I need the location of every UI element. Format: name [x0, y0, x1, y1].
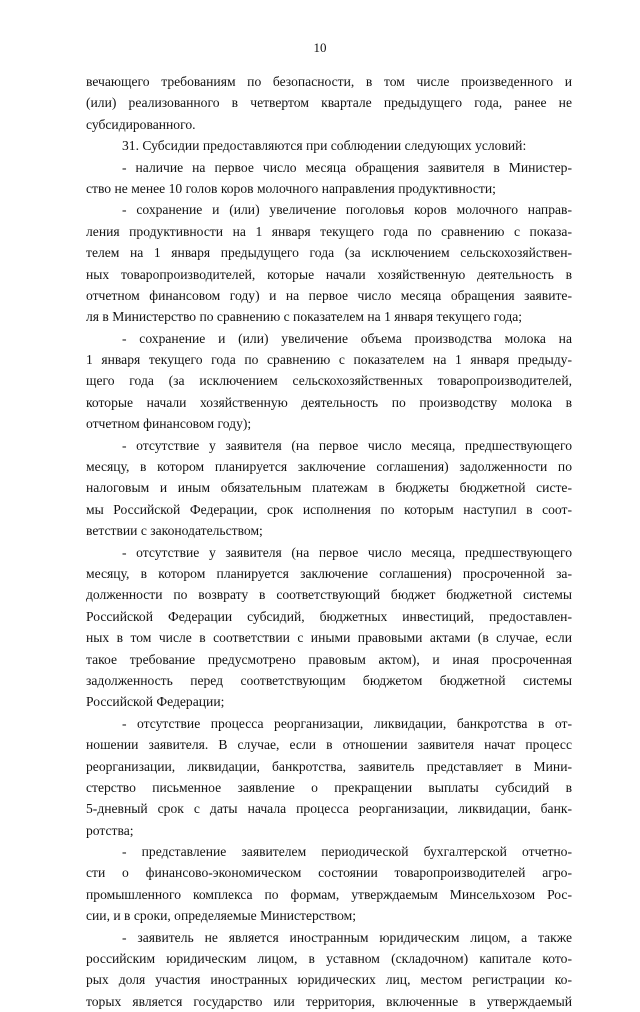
text-line: - представление заявителем периодической бухгалтерской отчетно- — [122, 844, 572, 860]
text-line: ных товаропроизводителей, которые начали хозяйственную деятельность в — [86, 266, 572, 282]
text-line: стерство письменное заявление о прекращении выплаты субсидий в — [86, 779, 572, 795]
text-line: ство не менее 10 голов коров молочного направления продуктивности; — [86, 180, 496, 196]
text-line: сти о финансово-экономическом состоянии товаропроизводителей агро- — [86, 865, 572, 881]
text-line: сии, и в сроки, определяемые Министерством; — [86, 908, 357, 924]
text-line: рых доля участия иностранных юридических лиц, местом регистрации ко- — [86, 972, 572, 988]
text-line: российским юридическим лицом, в уставном (складочном) капитале кото- — [86, 951, 572, 967]
text-line: вечающего требованиям по безопасности, в том числе произведенного и — [86, 74, 572, 89]
text-line: налоговым и иным обязательным платежам в бюджеты бюджетной систе- — [86, 480, 572, 496]
text-line: - заявитель не является иностранным юридическим лицом, а также — [122, 929, 572, 945]
text-line: ротства; — [86, 822, 134, 838]
text-line: Российской Федерации; — [86, 694, 225, 710]
text-line: субсидированного. — [86, 116, 196, 132]
text-line: месяцу, в котором планируется заключение соглашения) просроченной за- — [86, 565, 572, 581]
text-line: телем на 1 января предыдущего года (за исключением сельскохозяйствен- — [86, 245, 572, 261]
text-line: реорганизации, ликвидации, банкротства, заявитель представляет в Мини- — [86, 758, 572, 774]
text-line: промышленного комплекса по формам, утверждаемым Минсельхозом Рос- — [86, 886, 572, 902]
text-line: (или) реализованного в четвертом квартале предыдущего года, ранее не — [86, 95, 572, 111]
text-line: - сохранение и (или) увеличение поголовья коров молочного направ- — [122, 202, 572, 218]
text-line: ления продуктивности на 1 января текущего года по сравнению с показа- — [86, 223, 572, 239]
text-line: задолженность перед соответствующим бюджетом бюджетной системы — [86, 672, 572, 688]
text-line: 5-дневный срок с даты начала процесса реорганизации, ликвидации, банк- — [86, 801, 572, 817]
text-line: торых является государство или территория, включенные в утверждаемый — [86, 993, 572, 1009]
text-line: отчетном финансовом году) и на первое число месяца обращения заявите- — [86, 287, 572, 303]
text-line: - отсутствие у заявителя (на первое число месяца, предшествующего — [122, 544, 572, 560]
text-line: месяцу, в котором планируется заключение соглашения) задолженности по — [86, 459, 572, 475]
text-line: отчетном финансовом году); — [86, 416, 252, 432]
text-line: - сохранение и (или) увеличение объема производства молока на — [122, 330, 572, 346]
text-line: ных в том числе в соответствии с иными правовыми актами (в случае, если — [86, 630, 572, 646]
text-line: - отсутствие процесса реорганизации, ликвидации, банкротства в от- — [122, 715, 572, 731]
text-line: долженности по возврату в соответствующий бюджет бюджетной системы — [86, 587, 572, 603]
body-text — [86, 71, 572, 1012]
text-line: 1 января текущего года по сравнению с показателем на 1 января предыду- — [86, 352, 572, 368]
page-number: 10 — [313, 40, 327, 55]
text-line: мы Российской Федерации, срок исполнения по которым наступил в соот- — [86, 501, 572, 517]
text-line: такое требование предусмотрено правовым актом), и иная просроченная — [86, 651, 572, 667]
text-line: щего года (за исключением сельскохозяйственных товаропроизводителей, — [86, 373, 572, 389]
text-line: Российской Федерации субсидий, бюджетных инвестиций, предоставлен- — [86, 608, 572, 624]
text-line: ля в Министерство по сравнению с показателем на 1 января текущего года; — [86, 309, 523, 325]
text-line: ношении заявителя. В случае, если в отношении заявителя начат процесс — [86, 737, 572, 753]
text-line: ветствии с законодательством; — [86, 523, 263, 539]
text-line: - наличие на первое число месяца обращения заявителя в Министер- — [122, 159, 572, 175]
text-line: - отсутствие у заявителя (на первое число месяца, предшествующего — [122, 437, 572, 453]
text-line: которые начали хозяйственную деятельность по производству молока в — [86, 394, 572, 410]
text-line: 31. Субсидии предоставляются при соблюдении следующих условий: — [122, 138, 527, 154]
